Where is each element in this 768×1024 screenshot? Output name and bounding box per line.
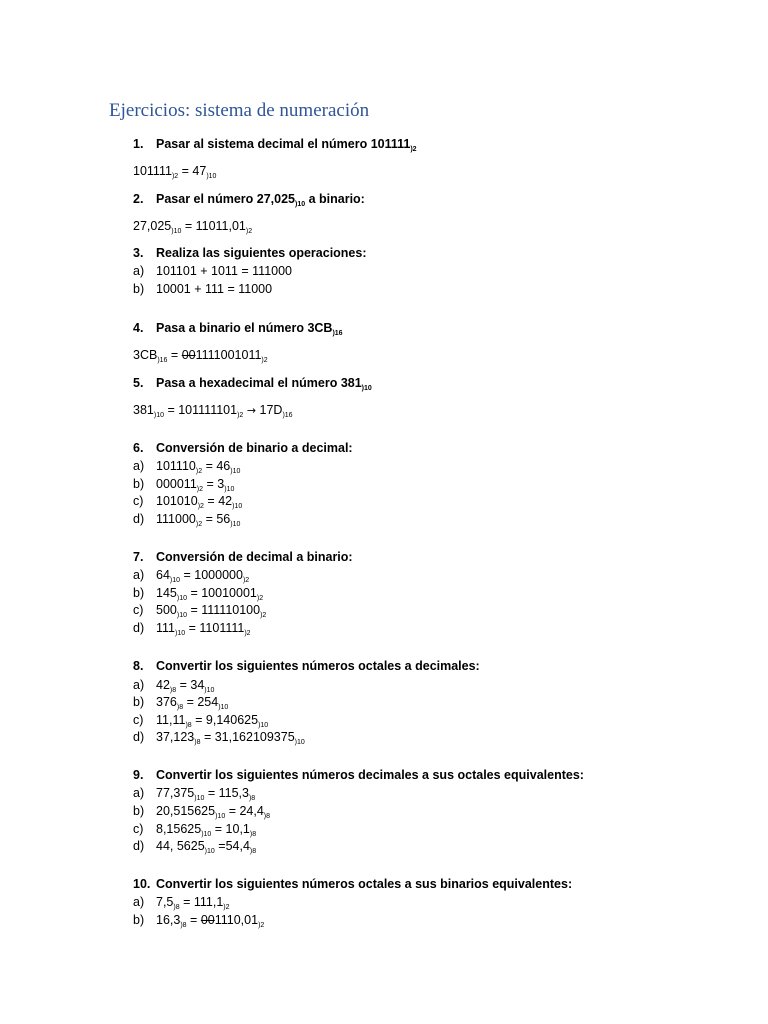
base-subscript: )2: [195, 521, 203, 528]
value: 101111: [133, 164, 172, 178]
value: 145: [156, 586, 177, 600]
list-item: [133, 263, 292, 279]
question-4: [133, 320, 343, 342]
base-subscript: )10: [230, 521, 241, 528]
base-subscript: )2: [245, 228, 253, 235]
item-letter: b): [133, 913, 145, 927]
question-text: Pasa a hexadecimal el número 381: [156, 376, 362, 390]
item-letter: d): [133, 512, 145, 526]
question-text-tail: a binario:: [305, 192, 365, 206]
base-subscript: )10: [204, 687, 215, 694]
result: 1111001011: [195, 348, 262, 362]
question-10: [133, 876, 572, 892]
value: 77,375: [156, 786, 195, 800]
question-8: [133, 658, 480, 674]
base-subscript: )2: [237, 412, 244, 419]
value: 101110: [156, 459, 196, 473]
value: 7,5: [156, 895, 174, 909]
value: 3CB: [133, 348, 158, 362]
base-subscript: )10: [224, 486, 235, 493]
value: 000011: [156, 477, 197, 491]
base-subscript: )10: [215, 813, 226, 820]
result: 1110,01: [214, 913, 259, 927]
result: = 56: [202, 512, 231, 526]
list-item: [133, 912, 264, 934]
value: 381: [133, 403, 154, 417]
item-letter: a): [133, 568, 145, 582]
question-7: [133, 549, 353, 565]
list-item: [133, 729, 305, 751]
base-subscript: )10: [258, 722, 269, 729]
value: 11,11: [156, 713, 186, 727]
base-subscript: )10: [176, 612, 187, 619]
list-item: [133, 511, 240, 533]
base-subscript: )10: [176, 595, 187, 602]
list-item: [133, 620, 251, 642]
question-number: 6.: [133, 441, 144, 455]
list-item: [133, 838, 256, 860]
base-subscript: )2: [410, 146, 417, 153]
result: = 3: [203, 477, 225, 491]
base-subscript: )8: [185, 722, 192, 729]
base-subscript: )8: [180, 922, 187, 929]
base-subscript: )10: [294, 201, 306, 208]
base-subscript: )10: [194, 795, 205, 802]
value: 8,15625: [156, 822, 202, 836]
item-letter: b): [133, 804, 145, 818]
struck-digits: 00: [200, 913, 215, 927]
item-letter: b): [133, 695, 145, 709]
question-text: Convertir los siguientes números octales a decimales:: [156, 659, 480, 673]
base-subscript: )10: [294, 739, 305, 746]
list-item: [133, 281, 272, 297]
base-subscript: )8: [194, 739, 201, 746]
base-subscript: )8: [263, 813, 271, 820]
item-text: 10001 + 111 = 11000: [156, 282, 273, 296]
item-text: 101101 + 1011 = 111000: [156, 264, 293, 278]
result: = 101111101: [163, 403, 238, 417]
result: = 34: [176, 678, 205, 692]
item-letter: a): [133, 786, 145, 800]
answer-1: [133, 163, 216, 185]
value: 27,025: [133, 219, 172, 233]
base-subscript: )8: [173, 904, 180, 911]
arrow-right-icon: →: [246, 404, 257, 417]
result: = 47: [178, 164, 207, 178]
question-text: Convertir los siguientes números octales a sus binarios equivalentes:: [156, 877, 573, 891]
question-number: 10.: [133, 877, 151, 891]
result: = 46: [202, 459, 231, 473]
item-letter: b): [133, 586, 145, 600]
base-subscript: )10: [204, 848, 215, 855]
item-letter: b): [133, 477, 145, 491]
question-text: Realiza las siguientes operaciones:: [156, 246, 367, 260]
question-number: 2.: [133, 192, 144, 206]
base-subscript: )10: [201, 831, 212, 838]
base-subscript: )8: [248, 795, 256, 802]
question-6: [133, 440, 353, 456]
item-letter: a): [133, 459, 145, 473]
result: =54,4: [214, 839, 250, 853]
base-subscript: )10: [232, 503, 243, 510]
value: 20,515625: [156, 804, 216, 818]
result: = 1000000: [180, 568, 243, 582]
base-subscript: )10: [169, 577, 181, 584]
hex-result: 17D: [259, 403, 283, 417]
value: 111000: [156, 512, 196, 526]
question-number: 1.: [133, 137, 144, 151]
question-number: 5.: [133, 376, 144, 390]
base-subscript: )16: [282, 412, 293, 419]
item-letter: c): [133, 822, 144, 836]
question-text: Convertir los siguientes números decimales a sus octales equivalentes:: [156, 768, 584, 782]
struck-digits: 00: [181, 348, 196, 362]
base-subscript: )2: [195, 468, 203, 475]
base-subscript: )2: [196, 486, 204, 493]
result: = 11011,01: [181, 219, 246, 233]
result: = 24,4: [225, 804, 264, 818]
item-letter: a): [133, 678, 145, 692]
base-subscript: )2: [260, 612, 267, 619]
base-subscript: )2: [223, 904, 230, 911]
question-number: 3.: [133, 246, 144, 260]
item-letter: d): [133, 730, 145, 744]
answer-4: [133, 347, 268, 369]
question-number: 7.: [133, 550, 144, 564]
result: = 111110100: [186, 603, 261, 617]
question-text: Pasar al sistema decimal el número 101111: [156, 137, 411, 151]
page-title: Ejercicios: sistema de numeración: [109, 100, 370, 121]
result: = 31,162109375: [200, 730, 295, 744]
base-subscript: )8: [176, 704, 184, 711]
item-letter: d): [133, 839, 145, 853]
base-subscript: )10: [153, 412, 164, 419]
base-subscript: )10: [206, 173, 217, 180]
base-subscript: )10: [171, 228, 182, 235]
value: 111: [156, 621, 176, 635]
value: 37,123: [156, 730, 195, 744]
question-text: Pasa a binario el número 3CB: [156, 321, 333, 335]
question-3: [133, 245, 367, 261]
item-letter: a): [133, 895, 145, 909]
result: = 1101111: [185, 621, 245, 635]
question-number: 8.: [133, 659, 144, 673]
question-text: Conversión de binario a decimal:: [156, 441, 353, 455]
base-subscript: )2: [244, 630, 251, 637]
base-subscript: )2: [242, 577, 250, 584]
result: = 10010001: [186, 586, 257, 600]
base-subscript: )10: [218, 704, 229, 711]
item-letter: a): [133, 264, 145, 278]
equals: =: [186, 913, 201, 927]
value: 500: [156, 603, 177, 617]
value: 44, 5625: [156, 839, 205, 853]
item-letter: d): [133, 621, 145, 635]
base-subscript: )10: [361, 385, 372, 392]
answer-5: [133, 402, 293, 424]
base-subscript: )8: [249, 831, 257, 838]
question-number: 4.: [133, 321, 144, 335]
base-subscript: )2: [197, 503, 204, 510]
equals: =: [167, 348, 182, 362]
value: 64: [156, 568, 170, 582]
value: 101010: [156, 494, 198, 508]
question-1: [133, 136, 417, 158]
base-subscript: )10: [230, 468, 241, 475]
value: 376: [156, 695, 177, 709]
value: 16,3: [156, 913, 181, 927]
base-subscript: )2: [171, 173, 179, 180]
result: = 10,1: [211, 822, 250, 836]
base-subscript: )2: [258, 922, 265, 929]
result: = 9,140625: [191, 713, 259, 727]
result: = 115,3: [204, 786, 249, 800]
base-subscript: )16: [157, 357, 168, 364]
item-letter: c): [133, 713, 144, 727]
result: = 42: [203, 494, 233, 508]
answer-2: [133, 218, 252, 240]
base-subscript: )2: [261, 357, 268, 364]
question-2: [133, 191, 365, 213]
base-subscript: )8: [249, 848, 257, 855]
base-subscript: )10: [175, 630, 186, 637]
value: 42: [156, 678, 170, 692]
result: = 111,1: [179, 895, 224, 909]
base-subscript: )2: [256, 595, 264, 602]
question-5: [133, 375, 372, 397]
question-number: 9.: [133, 768, 144, 782]
result: = 254: [183, 695, 219, 709]
question-text: Pasar el número 27,025: [156, 192, 295, 206]
question-9: [133, 767, 584, 783]
base-subscript: )8: [169, 687, 177, 694]
item-letter: c): [133, 603, 144, 617]
item-letter: b): [133, 282, 145, 296]
question-text: Conversión de decimal a binario:: [156, 550, 353, 564]
item-letter: c): [133, 494, 144, 508]
base-subscript: )16: [332, 330, 343, 337]
